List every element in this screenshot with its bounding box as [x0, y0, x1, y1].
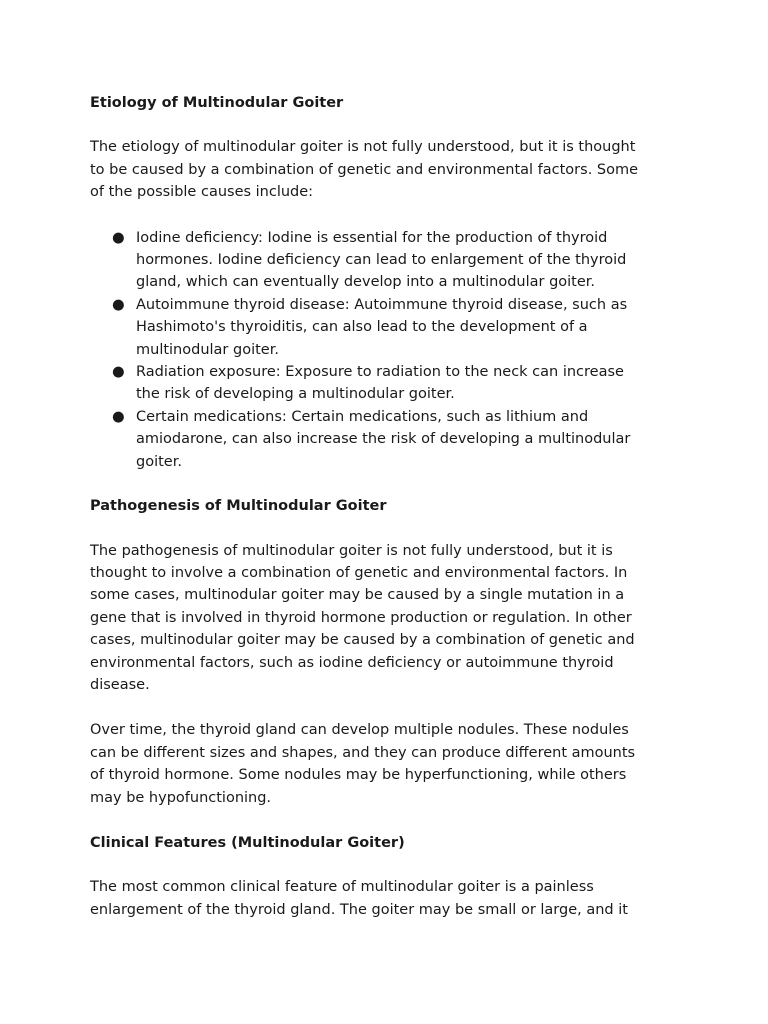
etiology-heading: Etiology of Multinodular Goiter [90, 95, 344, 111]
causes-list [90, 227, 650, 473]
etiology-intro: The etiology of multinodular goiter is not fully understood, but it is thought to be caused by a combination of genetic and environmental factors. Some of the possible causes include: [90, 139, 639, 201]
list-item [112, 406, 650, 473]
pathogenesis-heading: Pathogenesis of Multinodular Goiter [90, 498, 387, 515]
pathogenesis-paragraph-1: The pathogenesis of multinodular goiter is not fully understood, but it is thought to involve a combination of genetic and environmental factors. In some cases, multinodular goiter may be caused by a single mutation in a gene that is involved in thyroid hormone production or regulation. In other cases, multinodular goiter may be caused by a combination of genetic and environmental factors, such as iodine deficiency or autoimmune thyroid disease. [90, 542, 635, 693]
clinical-features-paragraph: The most common clinical feature of multinodular goiter is a painless enlargement of the thyroid gland. The goiter may be small or large, and it [90, 879, 628, 918]
list-item-text: Iodine deficiency: Iodine is essential for the production of thyroid hormones. Iodine deficiency can lead to enlargement of the thyroid gland, which can eventually develop into a multinodular goiter. [136, 229, 627, 291]
pathogenesis-paragraph-2: Over time, the thyroid gland can develop multiple nodules. These nodules can be different sizes and shapes, and they can produce different amounts of thyroid hormone. Some nodules may be hyperfunctioning, while others may be hypofunctioning. [90, 722, 636, 806]
list-item-text: Radiation exposure: Exposure to radiation to the neck can increase the risk of developing a multinodular goiter. [136, 364, 624, 403]
bullet-icon: ● [112, 296, 125, 313]
list-item-text: Autoimmune thyroid disease: Autoimmune thyroid disease, such as Hashimoto's thyroiditis, can also lead to the development of a multinodular goiter. [136, 296, 628, 358]
list-item [112, 361, 650, 406]
bullet-icon: ● [112, 364, 125, 381]
bullet-icon: ● [112, 229, 125, 246]
list-item [112, 294, 650, 361]
list-item-text: Certain medications: Certain medications, such as lithium and amiodarone, can also increase the risk of developing a multinodular goiter. [136, 408, 631, 470]
clinical-features-heading: Clinical Features (Multinodular Goiter) [90, 834, 405, 851]
document-page [90, 92, 650, 944]
bullet-icon: ● [112, 408, 125, 425]
list-item [112, 227, 650, 294]
